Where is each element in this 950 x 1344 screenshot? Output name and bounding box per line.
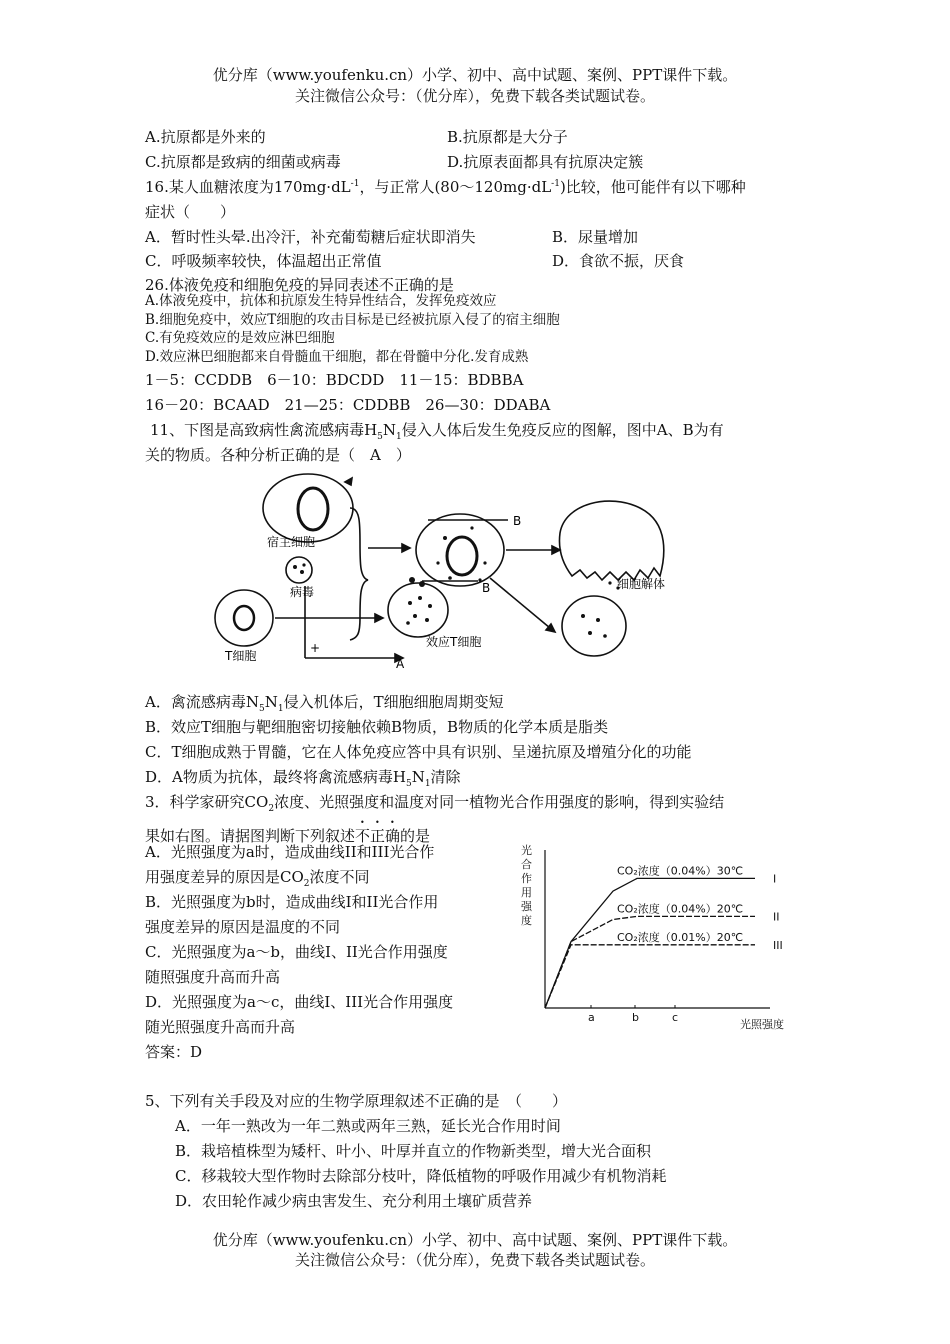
q3-option-b-line1: B．光照强度为b时，造成曲线I和II光合作用 bbox=[145, 893, 439, 911]
label-host-cell: 宿主细胞 bbox=[267, 535, 316, 549]
q5-stem: 5、下列有关手段及对应的生物学原理叙述不正确的是 （ ） bbox=[145, 1092, 568, 1110]
page-header-line2: 关注微信公众号：（优分库），免费下载各类试题试卷。 bbox=[294, 87, 655, 105]
q11-option-d: D．A物质为抗体，最终将禽流感病毒$H_5N_1$清除 bbox=[145, 768, 461, 789]
q26-option-a: A.体液免疫中，抗体和抗原发生特异性结合，发挥免疫效应 bbox=[145, 293, 497, 309]
q16-stem-line2: 症状（ ） bbox=[145, 203, 236, 221]
q3-option-d-line1: D．光照强度为a～c，曲线I、III光合作用强度 bbox=[145, 993, 454, 1011]
chart-xlabel: 光照强度 bbox=[740, 1018, 784, 1031]
q11-option-b: B．效应T细胞与靶细胞密切接触依赖B物质，B物质的化学本质是脂类 bbox=[145, 718, 609, 736]
photosynthesis-chart bbox=[515, 840, 805, 1035]
q16-option-c: C．呼吸频率较快，体温超出正常值 bbox=[145, 252, 382, 270]
series-line-III bbox=[545, 945, 755, 1008]
q3-option-b-line2: 强度差异的原因是温度的不同 bbox=[145, 918, 341, 936]
q16-option-a: A．暂时性头晕.出冷汗，补充葡萄糖后症状即消失 bbox=[145, 228, 476, 246]
x-tick-label: b bbox=[632, 1011, 639, 1024]
q5-option-d: D．农田轮作减少病虫害发生、充分利用土壤矿质营养 bbox=[175, 1192, 533, 1210]
series-name-III: III bbox=[773, 938, 783, 952]
q5-option-b: B．栽培植株型为矮杆、叶小、叶厚并直立的作物新类型，增大光合面积 bbox=[175, 1142, 652, 1160]
label-cell-lysis: 细胞解体 bbox=[617, 577, 666, 591]
q26-option-d: D.效应淋巴细胞都来自骨髓血干细胞，都在骨髓中分化.发育成熟 bbox=[145, 349, 529, 365]
q5-option-c: C．移栽较大型作物时去除部分枝叶，降低植物的呼吸作用减少有机物消耗 bbox=[175, 1167, 667, 1185]
label-a: A bbox=[396, 657, 405, 671]
q11-stem-line2: 关的物质。各种分析正确的是（ A ） bbox=[145, 446, 411, 464]
q3-option-a-line1: A．光照强度为a时，造成曲线II和III光合作 bbox=[145, 843, 435, 861]
label-virus: 病毒 bbox=[290, 585, 315, 599]
q11-stem: 11、下图是高致病性禽流感病毒$H_5N_1$侵入人体后发生免疫反应的图解，图中A、B为有 bbox=[150, 421, 724, 442]
series-name-I: I bbox=[773, 872, 777, 886]
immune-response-diagram bbox=[210, 468, 710, 680]
label-b-upper: B bbox=[513, 514, 522, 528]
series-label-III: CO₂浓度（0.01%）20℃ bbox=[617, 930, 744, 944]
chart-ylabel bbox=[521, 843, 533, 927]
chart-ylabel-char: 用 bbox=[521, 886, 532, 899]
q11-option-a: A．禽流感病毒$N_5N_1$侵入机体后，T细胞细胞周期变短 bbox=[145, 693, 504, 714]
page-footer-line1: 优分库（www.youfenku.cn）小学、初中、高中试题、案例、PPT课件下载。 bbox=[212, 1231, 738, 1249]
series-label-II: CO₂浓度（0.04%）20℃ bbox=[617, 902, 744, 916]
label-b-lower: B bbox=[482, 581, 491, 595]
label-effector-t-cell: 效应T细胞 bbox=[426, 635, 482, 649]
page-footer-line2: 关注微信公众号：（优分库），免费下载各类试题试卷。 bbox=[294, 1251, 655, 1269]
q16-stem: 16.某人血糖浓度为$170mg\cdot dL^{-1}$，与正常人$(80\sim 120mg\cdot dL^{-1})$比较，他可能伴有以下哪种 bbox=[145, 178, 746, 196]
q16-option-d: D．食欲不振，厌食 bbox=[552, 252, 685, 270]
q26-stem: 26.体液免疫和细胞免疫的异同表述不正确的是 bbox=[145, 276, 454, 294]
lysed-cell-shape bbox=[560, 501, 664, 580]
chart-ylabel-char: 度 bbox=[521, 914, 532, 927]
q3-option-d-line2: 随光照强度升高而升高 bbox=[145, 1018, 296, 1036]
q15-option-b: B.抗原都是大分子 bbox=[447, 128, 568, 146]
host-cell-shape bbox=[263, 474, 353, 542]
label-t-cell: T细胞 bbox=[225, 649, 257, 663]
label-plus: + bbox=[310, 641, 321, 655]
q3-option-c-line2: 随照强度升高而升高 bbox=[145, 968, 281, 986]
answers-line1: 1－5：CCDDB 6－10：BDCDD 11－15：BDBBA bbox=[145, 371, 524, 389]
series-label-I: CO₂浓度（0.04%）30℃ bbox=[617, 864, 744, 878]
x-tick-label: c bbox=[672, 1011, 679, 1024]
emphasis-not-correct: 不正确 bbox=[355, 827, 401, 845]
q3-stem: 3．科学家研究$CO_2$浓度、光照强度和温度对同一植物光合作用强度的影响，得到实验结 bbox=[145, 793, 725, 814]
chart-ylabel-char: 作 bbox=[521, 872, 532, 885]
chart-ylabel-char: 强 bbox=[521, 900, 532, 913]
q26-option-b: B.细胞免疫中，效应T细胞的攻击目标是已经被抗原入侵了的宿主细胞 bbox=[145, 312, 560, 328]
q26-option-c: C.有免疫效应的是效应淋巴细胞 bbox=[145, 330, 335, 346]
series-name-II: II bbox=[773, 910, 780, 924]
page-header-line1: 优分库（www.youfenku.cn）小学、初中、高中试题、案例、PPT课件下载。 bbox=[212, 66, 738, 84]
q3-option-a-line2: 用强度差异的原因是$CO_2$浓度不同 bbox=[145, 868, 370, 889]
q5-option-a: A．一年一熟改为一年二熟或两年三熟，延长光合作用时间 bbox=[175, 1117, 561, 1135]
q3-stem-line2: 果如右图。请据图判断下列叙述不正确的是 bbox=[145, 827, 431, 845]
q3-option-c-line1: C．光照强度为a～b，曲线I、II光合作用强度 bbox=[145, 943, 448, 961]
x-tick-label: a bbox=[588, 1011, 595, 1024]
q11-option-c: C．T细胞成熟于胃髓，它在人体免疫应答中具有识别、呈递抗原及增殖分化的功能 bbox=[145, 743, 692, 761]
q16-option-b: B．尿量增加 bbox=[552, 228, 639, 246]
chart-ylabel-char: 光 bbox=[521, 844, 532, 857]
answers-line2: 16－20：BCAAD 21—25：CDDBB 26—30：DDABA bbox=[145, 396, 551, 414]
q15-option-d: D.抗原表面都具有抗原决定簇 bbox=[447, 153, 644, 171]
chart-ylabel-char: 合 bbox=[521, 858, 532, 871]
q3-answer: 答案：D bbox=[145, 1043, 203, 1061]
q15-option-c: C.抗原都是致病的细菌或病毒 bbox=[145, 153, 341, 171]
q15-option-a: A.抗原都是外来的 bbox=[145, 128, 266, 146]
